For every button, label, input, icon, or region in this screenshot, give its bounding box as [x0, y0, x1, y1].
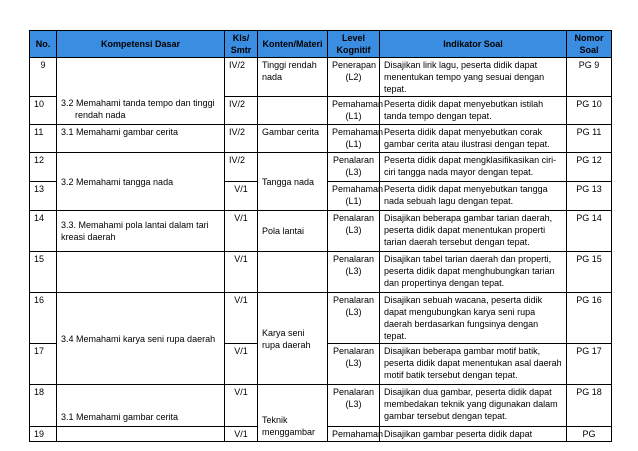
cell-konten: Pola lantai [258, 211, 328, 252]
cell-level: Pemahaman (L1) [328, 125, 380, 153]
cell-kls: V/1 [225, 182, 258, 211]
cell-level: Pemahaman (L1) [328, 97, 380, 125]
table-row [30, 293, 612, 344]
cell-nomor: PG 12 [567, 153, 612, 182]
kisi-kisi-table [29, 30, 612, 442]
table-row [30, 385, 612, 427]
cell-konten: Tinggi rendah nada [258, 58, 328, 97]
header-kls: Kls/ Smtr [225, 31, 258, 58]
cell-indikator: Peserta didik dapat menyebutkan tangga nada sebuah lagu dengan tepat. [380, 182, 567, 211]
cell-nomor: PG [567, 427, 612, 442]
header-level: Level Kognitif [328, 31, 380, 58]
header-kompetensi: Kompetensi Dasar [57, 31, 225, 58]
cell-konten: Gambar cerita [258, 125, 328, 153]
cell-nomor: PG 14 [567, 211, 612, 252]
cell-level: Pemahaman (L1) [328, 182, 380, 211]
cell-kompetensi [57, 211, 225, 252]
table-row [30, 58, 612, 97]
cell-no: 18 [30, 385, 57, 427]
cell-kls: IV/2 [225, 58, 258, 97]
cell-kls: IV/2 [225, 97, 258, 125]
cell-indikator: Disajikan beberapa gambar tarian daerah, peserta didik dapat menentukan properti tarian daerah tersebut dengan tepat. [380, 211, 567, 252]
cell-kls: V/1 [225, 293, 258, 344]
cell-kompetensi: 3.2 Memahami tangga nada [57, 153, 225, 211]
table-wrapper [29, 30, 611, 442]
header-indikator: Indikator Soal [380, 31, 567, 58]
cell-konten [258, 97, 328, 125]
cell-no: 13 [30, 182, 57, 211]
cell-nomor: PG 15 [567, 252, 612, 293]
cell-nomor: PG 16 [567, 293, 612, 344]
cell-indikator: Peserta didik dapat mengklasifikasikan ciri-ciri tangga nada mayor dengan tepat. [380, 153, 567, 182]
cell-nomor: PG 9 [567, 58, 612, 97]
header-konten: Konten/Materi [258, 31, 328, 58]
cell-no: 12 [30, 153, 57, 182]
cell-indikator: Disajikan tabel tarian daerah dan properti, peserta didik dapat menghubungkan tarian dan propertinya dengan tepat. [380, 252, 567, 293]
cell-nomor: PG 18 [567, 385, 612, 427]
cell-indikator: Disajikan sebuah wacana, peserta didik dapat mengubungkan karya seni rupa daerah berdasarkan fungsinya dengan tepat. [380, 293, 567, 344]
table-row [30, 125, 612, 153]
cell-level: Penalaran (L3) [328, 344, 380, 385]
cell-konten: Tangga nada [258, 153, 328, 211]
table-row [30, 153, 612, 182]
cell-nomor: PG 13 [567, 182, 612, 211]
cell-no: 14 [30, 211, 57, 252]
cell-level: Penalaran (L3) [328, 153, 380, 182]
cell-level: Penalaran (L3) [328, 252, 380, 293]
cell-kompetensi [57, 252, 225, 293]
cell-level: Penalaran (L3) [328, 385, 380, 427]
cell-kls: V/1 [225, 427, 258, 442]
cell-kls: V/1 [225, 211, 258, 252]
cell-nomor: PG 10 [567, 97, 612, 125]
cell-kls: V/1 [225, 252, 258, 293]
header-no: No. [30, 31, 57, 58]
cell-kls: IV/2 [225, 153, 258, 182]
cell-indikator: Disajikan dua gambar, peserta didik dapat membedakan teknik yang digunakan dalam gambar tersebut dengan tepat. [380, 385, 567, 427]
cell-konten: Karya seni rupa daerah [258, 293, 328, 385]
cell-kls: V/1 [225, 344, 258, 385]
cell-konten: Teknik menggambar [258, 385, 328, 442]
kompetensi-text: 3.2 Memahami tanda tempo dan tinggi rendah nada [61, 98, 215, 120]
cell-nomor: PG 11 [567, 125, 612, 153]
cell-kompetensi [57, 58, 225, 125]
cell-no: 10 [30, 97, 57, 125]
table-row [30, 211, 612, 252]
cell-kompetensi [57, 427, 225, 442]
cell-no: 15 [30, 252, 57, 293]
cell-level: Penerapan (L2) [328, 58, 380, 97]
cell-kompetensi: 3.1 Memahami gambar cerita [57, 385, 225, 427]
cell-level: Penalaran (L3) [328, 293, 380, 344]
cell-kompetensi: 3.4 Memahami karya seni rupa daerah [57, 293, 225, 385]
cell-no: 11 [30, 125, 57, 153]
cell-kls: V/1 [225, 385, 258, 427]
cell-kompetensi: 3.1 Memahami gambar cerita [57, 125, 225, 153]
cell-indikator: Disajikan beberapa gambar motif batik, peserta didik dapat menentukan asal daerah motif batik tersebut dengan tepat. [380, 344, 567, 385]
cell-no: 9 [30, 58, 57, 97]
cell-indikator: Peserta didik dapat menyebutkan corak gambar cerita atau ilustrasi dengan tepat. [380, 125, 567, 153]
header-nomor: Nomor Soal [567, 31, 612, 58]
cell-no: 17 [30, 344, 57, 385]
cell-konten [258, 252, 328, 293]
cell-indikator: Disajikan gambar peserta didik dapat [380, 427, 567, 442]
header-row [30, 31, 612, 58]
cell-kls: IV/2 [225, 125, 258, 153]
kompetensi-text: 3.3. Memahami pola lantai dalam tari kreasi daerah [61, 220, 209, 242]
cell-level: Pemahaman [328, 427, 380, 442]
cell-nomor: PG 17 [567, 344, 612, 385]
cell-indikator: Disajikan lirik lagu, peserta didik dapat menentukan tempo yang sesuai dengan tepat. [380, 58, 567, 97]
cell-indikator: Peserta didik dapat menyebutkan istilah tanda tempo dengan tepat. [380, 97, 567, 125]
cell-no: 19 [30, 427, 57, 442]
cell-no: 16 [30, 293, 57, 344]
table-row [30, 252, 612, 293]
cell-level: Penalaran (L3) [328, 211, 380, 252]
